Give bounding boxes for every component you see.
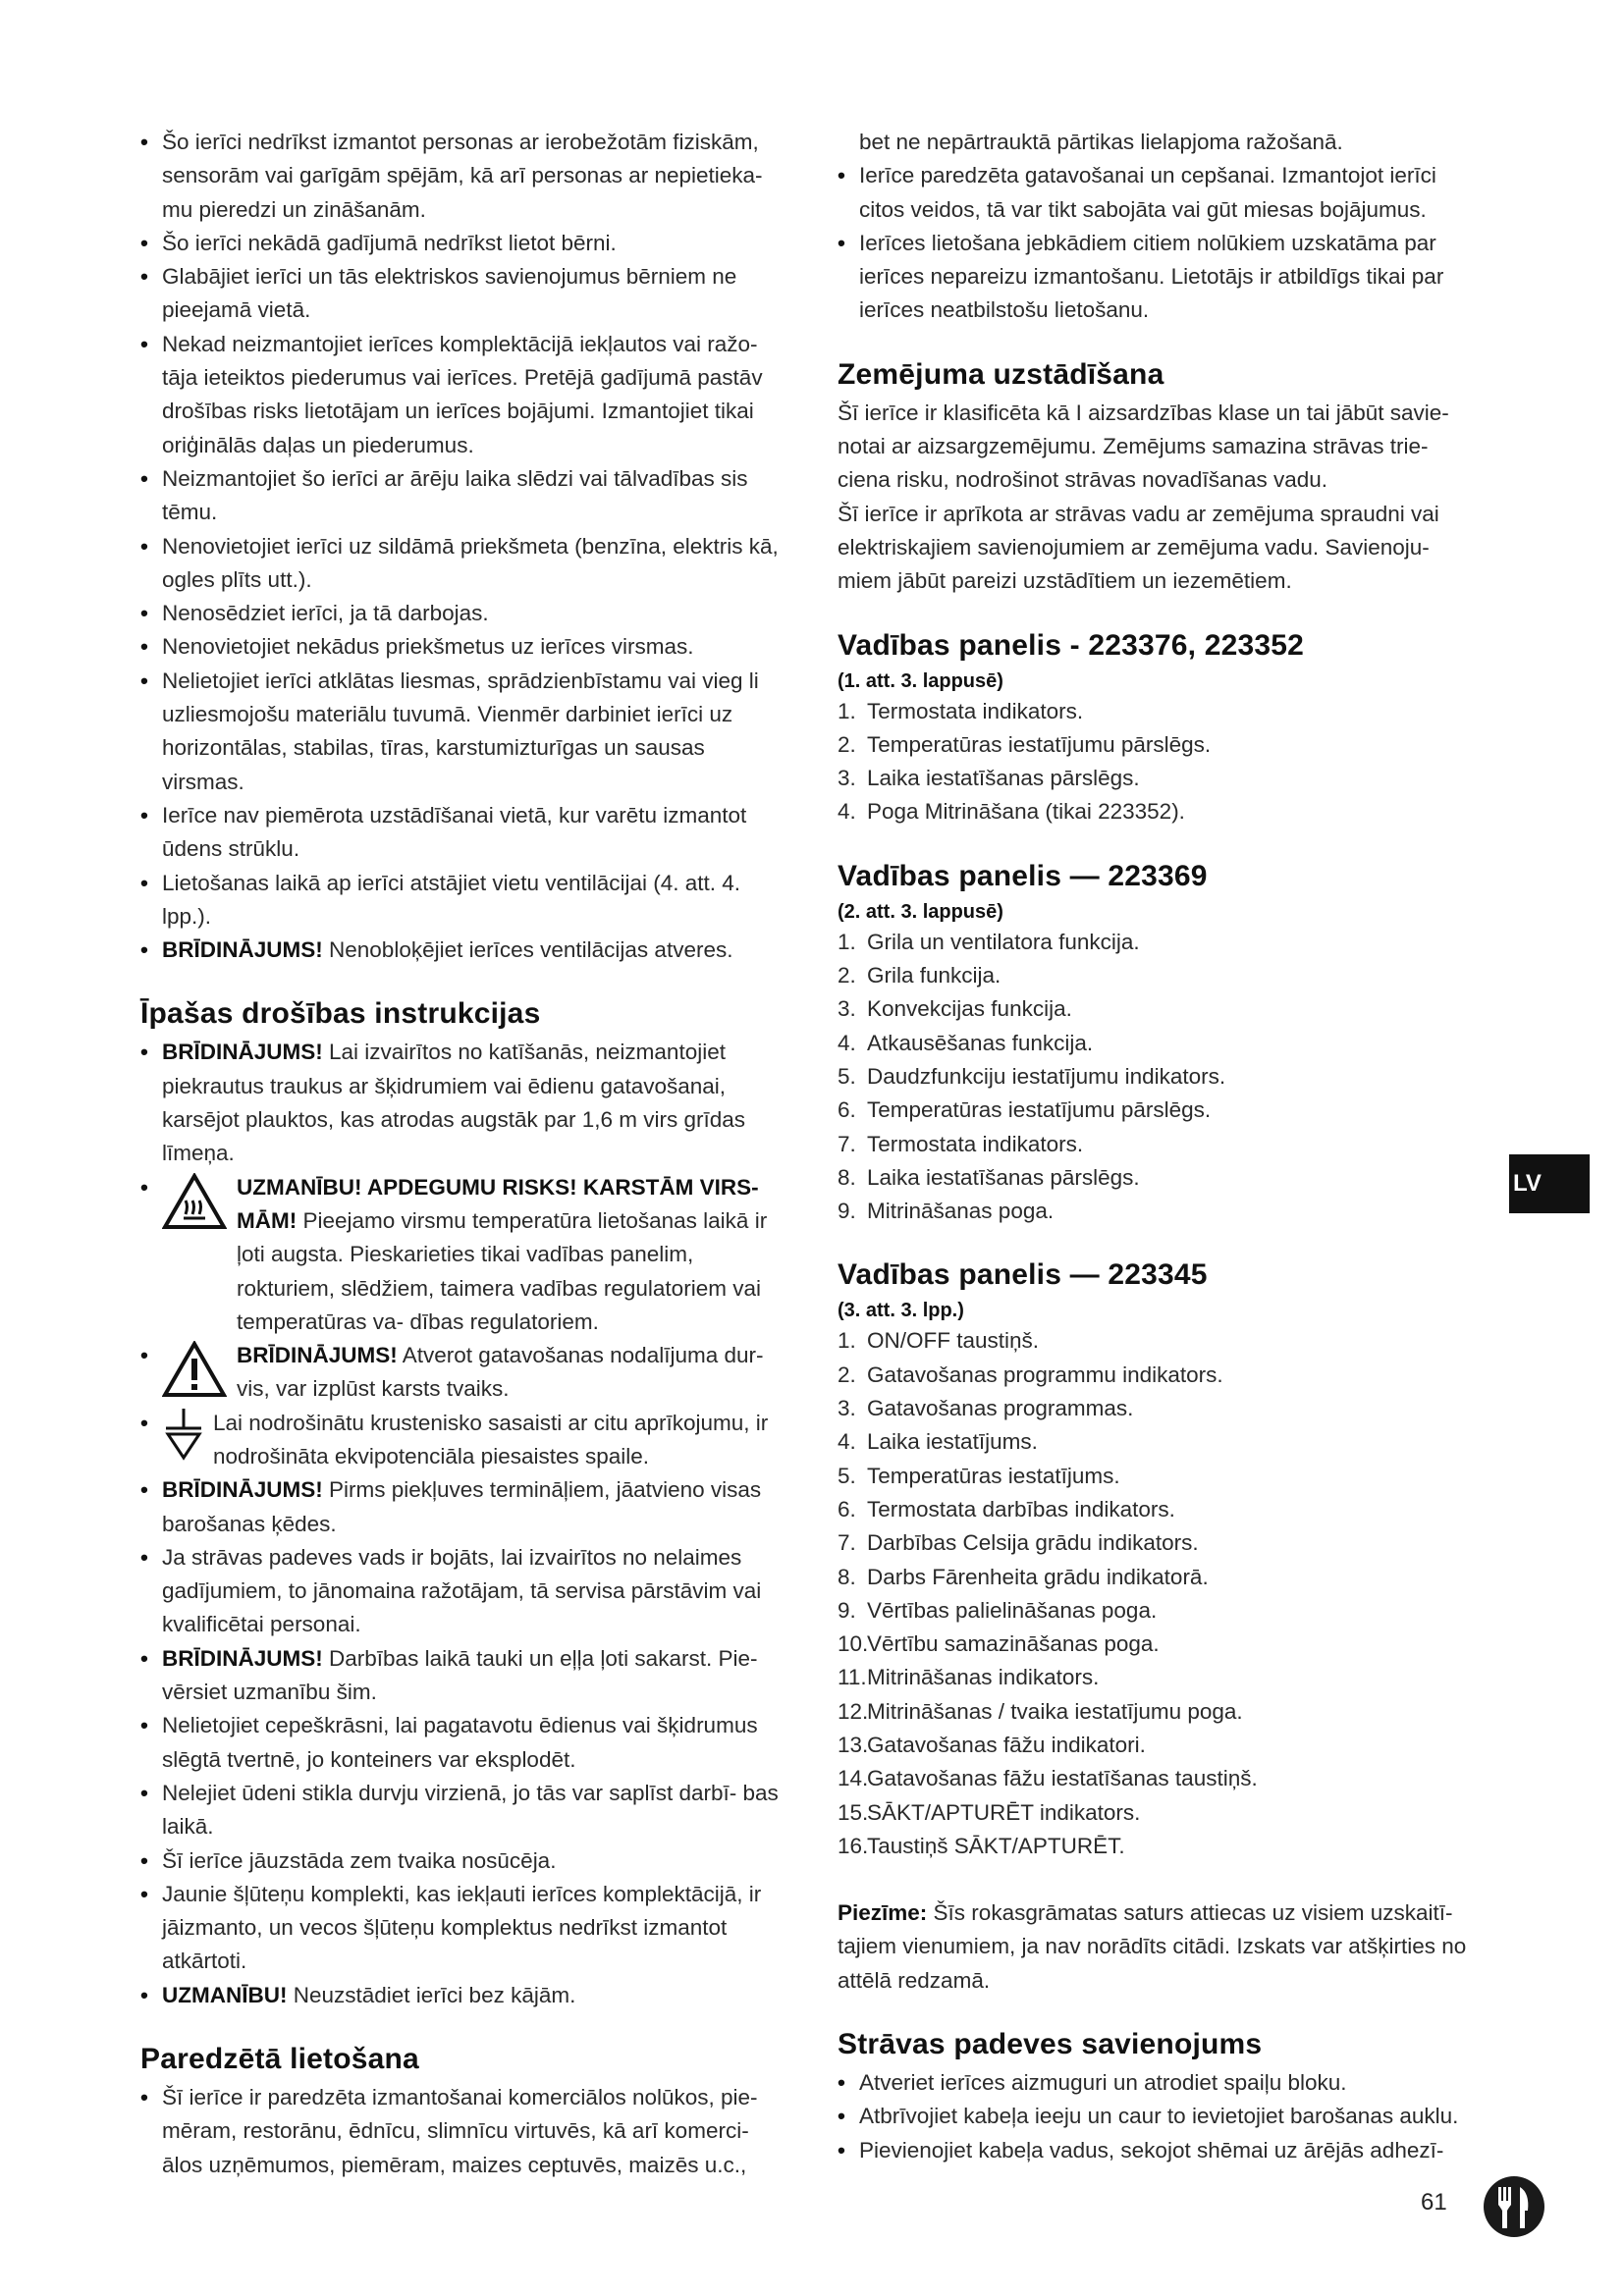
safety-bullet: • Šo ierīci nedrīkst izmantot personas ar ierobežotām fiziskām, sensorām vai garīgām spējām, kā arī personas ar nepietieka- mu pieredzi un zināšanām.	[140, 126, 788, 227]
panel-3-heading: Vadības panelis — 223345	[838, 1258, 1208, 1292]
hot-surface-warning: • UZMANĪBU! APDEGUMU RISKS! KARSTĀM VIRS- MĀM! Pieejamo virsmu temperatūra lietošanas laikā ir ļoti augsta. Pieskarieties tikai vadības panelim, rokturiem, slēdžiem, taimera vadības regulatoriem vai temperatūras va- dības regulatoriem.	[140, 1171, 788, 1339]
panel-1-item: 3. Laika iestatīšanas pārslēgs.	[838, 766, 1140, 791]
note-paragraph: Piezīme: Šīs rokasgrāmatas saturs attiecas uz visiem uzskaitī- tajiem vienumiem, ja nav norādīts citādi. Izskats var atšķirties no attēlā redzamā.	[838, 1900, 1467, 1993]
panel-2-figure-ref: (2. att. 3. lappusē)	[838, 900, 1003, 923]
panel-3-item: 16. Taustiņš SĀKT/APTURĒT.	[838, 1833, 1125, 1858]
ventilation-warning: • BRĪDINĀJUMS! Nenobloķējiet ierīces ventilācijas atveres.	[140, 934, 788, 967]
power-step: • Atbrīvojiet kabeļa ieeju un caur to ievietojiet barošanas auklu.	[838, 2100, 1484, 2133]
safety-bullet-list	[140, 126, 788, 934]
language-tab: LV	[1509, 1154, 1590, 1213]
steam-warning: • BRĪDINĀJUMS! Atverot gatavošanas nodalījuma dur- vis, var izplūst karsts tvaiks.	[140, 1339, 788, 1407]
continued-text: bet ne nepārtrauktā pārtikas lielapjoma ražošanā.	[859, 130, 1343, 154]
safety-bullet: • Nelietojiet ierīci atklātas liesmas, sprādzienbīstamu vai vieg li uzliesmojošu materiālu tuvumā. Vienmēr darbiniet ierīci uz horizontālas, stabilas, tīras, karstumizturīgas un sausas virsmas.	[140, 665, 788, 799]
grounding-paragraph-2: Šī ierīce ir aprīkota ar strāvas vadu ar zemējuma spraudni vai elektriskajiem savienojumiem ar zemējuma vadu. Savienoju- miem jābūt pareizi uzstādītiem un iezemētiem.	[838, 501, 1439, 594]
cutlery-logo-icon	[1483, 2175, 1545, 2238]
panel-3-item: 2. Gatavošanas programmu indikators.	[838, 1362, 1223, 1387]
panel-2-item: 9. Mitrināšanas poga.	[838, 1199, 1055, 1224]
panel-3-item: 8. Darbs Fārenheita grādu indikatorā.	[838, 1564, 1209, 1589]
panel-3-item: 14. Gatavošanas fāžu iestatīšanas taustiņš.	[838, 1766, 1258, 1791]
panel-1-item: 4. Poga Mitrināšana (tikai 223352).	[838, 799, 1185, 825]
panel-3-item: 10. Vērtību samazināšanas poga.	[838, 1631, 1160, 1657]
usage-bullet: • Ierīces lietošana jebkādiem citiem nolūkiem uzskatāma par ierīces nepareizu izmantošanu. Lietotājs ir atbildīgs tikai par ierīces neatbilstošu lietošanu.	[838, 227, 1484, 328]
panel-3-item: 7. Darbības Celsija grādu indikators.	[838, 1530, 1199, 1556]
left-column	[140, 126, 788, 2182]
special-safety-heading: Īpašas drošības instrukcijas	[140, 997, 541, 1031]
safety-bullet: • Nenovietojiet ierīci uz sildāmā priekšmeta (benzīna, elektris kā, ogles plīts utt.).	[140, 530, 788, 598]
oil-warning: • BRĪDINĀJUMS! Darbības laikā tauki un eļļa ļoti sakarst. Pie- vērsiet uzmanību šim.	[140, 1642, 788, 1710]
safety-bullet: • Neizmantojiet šo ierīci ar ārēju laika slēdzi vai tālvadības sis tēmu.	[140, 462, 788, 530]
safety-bullet: • Ierīce nav piemērota uzstādīšanai vietā, kur varētu izmantot ūdens strūklu.	[140, 799, 788, 867]
safety-bullet: • Nenovietojiet nekādus priekšmetus uz ierīces virsmas.	[140, 630, 788, 664]
power-connection-list	[838, 2066, 1484, 2167]
panel-1-figure-ref: (1. att. 3. lappusē)	[838, 669, 1003, 692]
warning-triangle-icon	[162, 1341, 227, 1398]
panel-1-item: 2. Temperatūras iestatījumu pārslēgs.	[838, 731, 1212, 757]
panel-3-item: 3. Gatavošanas programmas.	[838, 1396, 1134, 1421]
safety-bullet: • Lietošanas laikā ap ierīci atstājiet vietu ventilācijai (4. att. 4. lpp.).	[140, 867, 788, 934]
glass-door-note: • Nelejiet ūdeni stikla durvju virzienā, jo tās var saplīst darbī- bas laikā.	[140, 1777, 788, 1844]
hot-surface-icon	[162, 1173, 227, 1230]
power-step: • Atveriet ierīces aizmuguri un atrodiet spaiļu bloku.	[838, 2066, 1484, 2100]
panel-3-item: 12. Mitrināšanas / tvaika iestatījumu poga.	[838, 1698, 1243, 1724]
panel-3-item: 5. Temperatūras iestatījums.	[838, 1463, 1120, 1488]
power-step: • Pievienojiet kabeļa vadus, sekojot shēmai uz ārējās adhezī-	[838, 2134, 1484, 2167]
equipotential-note: • Lai nodrošinātu krustenisko sasaisti ar citu aprīkojumu, ir nodrošināta ekvipotenciāla piesaistes spaile.	[140, 1407, 788, 1474]
safety-bullet: • Nenosēdziet ierīci, ja tā darbojas.	[140, 597, 788, 630]
equipotential-icon	[162, 1407, 205, 1462]
usage-bullet: • Ierīce paredzēta gatavošanai un cepšanai. Izmantojot ierīci citos veidos, tā var tikt sabojāta vai gūt miesas bojājumus.	[838, 159, 1484, 227]
safety-bullet: • Šo ierīci nekādā gadījumā nedrīkst lietot bērni.	[140, 227, 788, 260]
panel-2-item: 5. Daudzfunkciju iestatījumu indikators.	[838, 1063, 1226, 1089]
extractor-note: • Šī ierīce jāuzstāda zem tvaika nosūcēja.	[140, 1844, 788, 1878]
intended-use-heading: Paredzētā lietošana	[140, 2043, 419, 2076]
panel-2-heading: Vadības panelis — 223369	[838, 859, 1208, 892]
panel-2-item: 2. Grila funkcija.	[838, 963, 1001, 988]
usage-bullet-list	[838, 159, 1484, 327]
panel-2-item: 7. Termostata indikators.	[838, 1131, 1084, 1156]
panel-2-item: 1. Grila un ventilatora funkcija.	[838, 929, 1140, 954]
panel-3-item: 6. Termostata darbības indikators.	[838, 1496, 1175, 1522]
shelf-height-warning: • BRĪDINĀJUMS! Lai izvairītos no katīšanās, neizmantojiet piekrautus traukus ar šķidrumiem vai ēdienu gatavošanai, karsējot plauktos, kas atrodas augstāk par 1,6 m virs grīdas līmeņa.	[140, 1036, 788, 1170]
panel-3-figure-ref: (3. att. 3. lpp.)	[838, 1300, 964, 1322]
panel-1-item: 1. Termostata indikators.	[838, 698, 1084, 723]
panel-3-item: 1. ON/OFF taustiņš.	[838, 1328, 1040, 1354]
cord-replacement-note: • Ja strāvas padeves vads ir bojāts, lai izvairītos no nelaimes gadījumiem, to jānomaina ražotājam, tā servisa pārstāvim vai kvalificētai personai.	[140, 1541, 788, 1642]
closed-container-note: • Nelietojiet cepeškrāsni, lai pagatavotu ēdienus vai šķidrumus slēgtā tvertnē, jo konteiners var eksplodēt.	[140, 1709, 788, 1777]
panel-3-item: 9. Vērtības palielināšanas poga.	[838, 1597, 1158, 1623]
hose-kit-note: • Jaunie šļūteņu komplekti, kas iekļauti ierīces komplektācijā, ir jāizmanto, un vecos šļūteņu komplektus nedrīkst izmantot atkārtoti.	[140, 1878, 788, 1979]
grounding-paragraph-1: Šī ierīce ir klasificēta kā I aizsardzības klase un tai jābūt savie- notai ar aizsargzemējumu. Zemējums samazina strāvas trie- ciena risku, nodrošinot strāvas novadīšanas vadu.	[838, 400, 1449, 493]
panel-3-item: 15. SĀKT/APTURĒT indikators.	[838, 1799, 1141, 1825]
panel-3-item: 4. Laika iestatījums.	[838, 1429, 1038, 1455]
panel-2-item: 6. Temperatūras iestatījumu pārslēgs.	[838, 1097, 1212, 1123]
power-connection-heading: Strāvas padeves savienojums	[838, 2028, 1263, 2061]
right-column	[838, 126, 1484, 2167]
panel-2-item: 4. Atkausēšanas funkcija.	[838, 1030, 1094, 1055]
page-number: 61	[1421, 2189, 1447, 2216]
panel-3-list	[838, 1324, 1484, 1863]
legs-caution: • UZMANĪBU! Neuzstādiet ierīci bez kājām.	[140, 1979, 788, 2012]
panel-1-list	[838, 695, 1484, 829]
panel-2-item: 3. Konvekcijas funkcija.	[838, 996, 1072, 1022]
panel-2-list	[838, 926, 1484, 1229]
safety-bullet: • Glabājiet ierīci un tās elektriskos savienojumus bērniem ne pieejamā vietā.	[140, 260, 788, 328]
panel-1-heading: Vadības panelis - 223376, 223352	[838, 628, 1305, 662]
panel-3-item: 13. Gatavošanas fāžu indikatori.	[838, 1732, 1146, 1757]
terminals-warning: • BRĪDINĀJUMS! Pirms piekļuves termināļiem, jāatvieno visas barošanas ķēdes.	[140, 1473, 788, 1541]
panel-3-item: 11. Mitrināšanas indikators.	[838, 1665, 1100, 1690]
safety-bullet: • Nekad neizmantojiet ierīces komplektācijā iekļautos vai ražo- tāja ieteiktos piederumus vai ierīces. Pretējā gadījumā pastāv drošības risks lietotājam un ierīces bojājumi. Izmantojiet tikai oriģinālās daļas un piederumus.	[140, 328, 788, 462]
grounding-heading: Zemējuma uzstādīšana	[838, 357, 1164, 391]
intended-use-item: • Šī ierīce ir paredzēta izmantošanai komerciālos nolūkos, pie- mēram, restorānu, ēdnīcu, slimnīcu virtuvēs, kā arī komerci- ālos uzņēmumos, piemēram, maizes ceptuvēs, maizēs u.c.,	[140, 2081, 788, 2182]
panel-2-item: 8. Laika iestatīšanas pārslēgs.	[838, 1164, 1140, 1190]
